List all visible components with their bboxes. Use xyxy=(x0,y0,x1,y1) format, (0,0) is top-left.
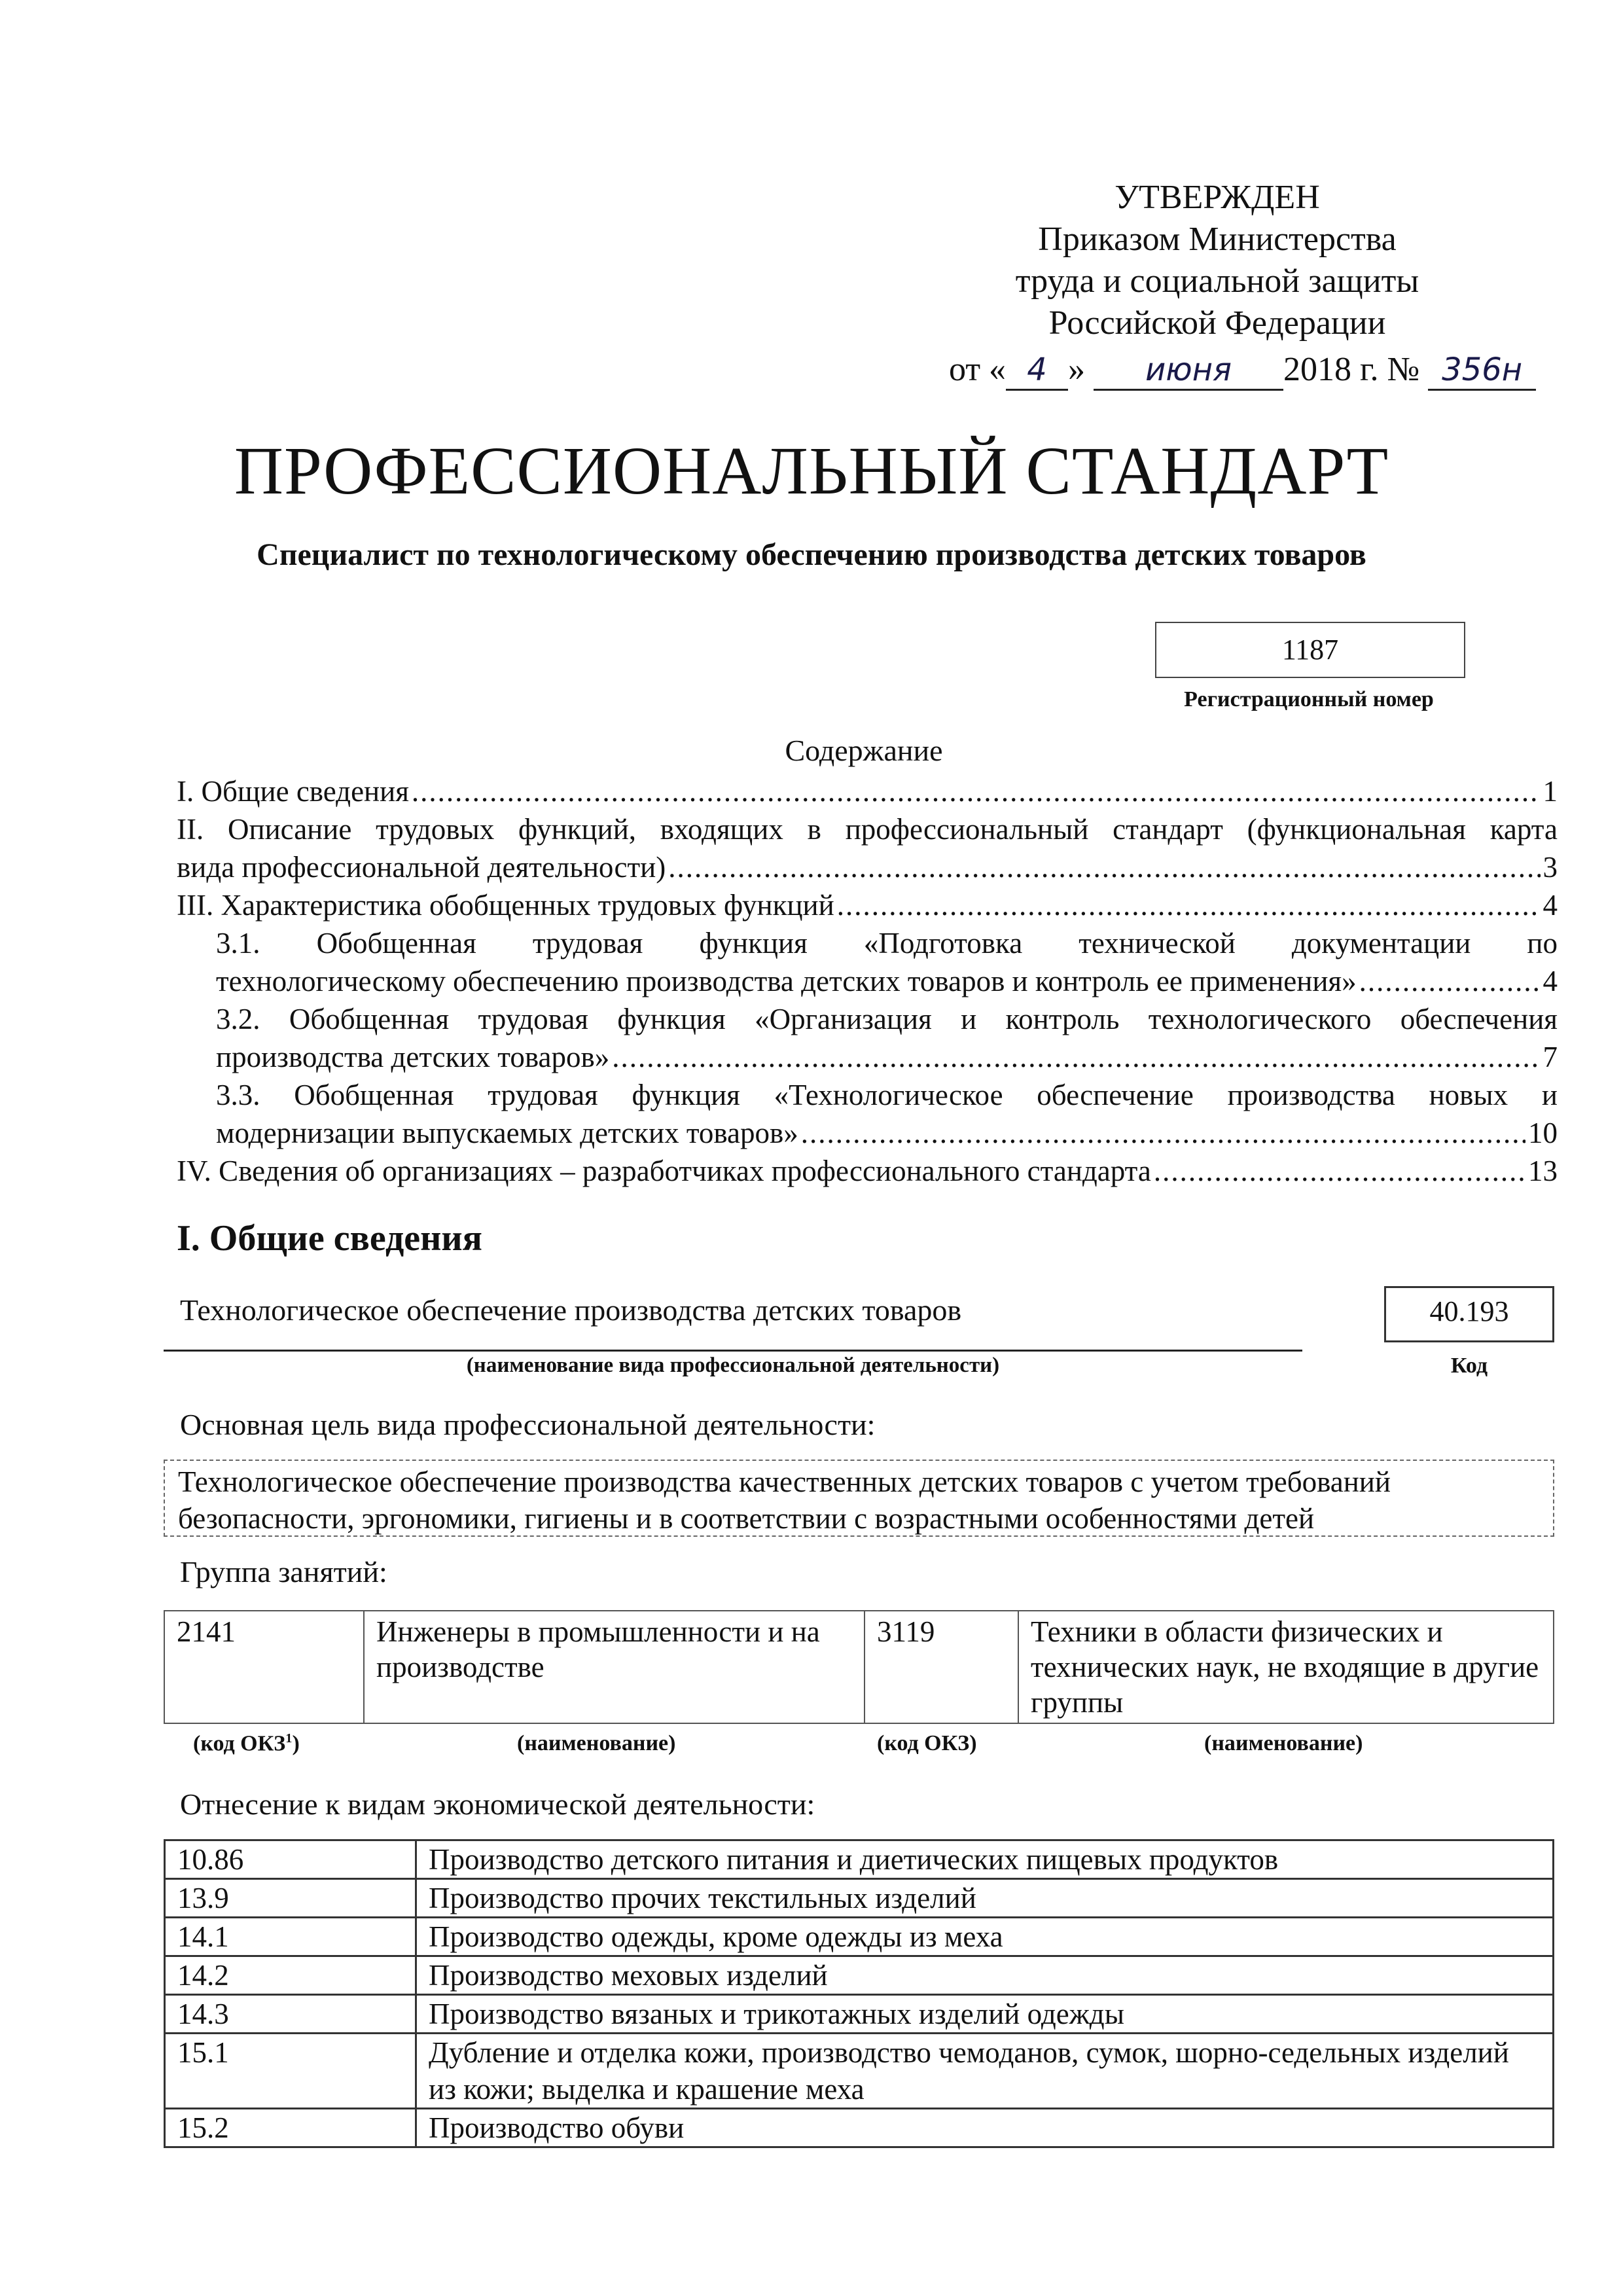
date-prefix: от « xyxy=(949,351,1007,388)
activity-kind-name: Технологическое обеспечение производства детских товаров xyxy=(180,1293,962,1327)
activity-kind-underline xyxy=(164,1350,1302,1352)
table-row: 15.1 Дубление и отделка кожи, производство чемоданов, сумок, шорно-седельных изделий из кожи; выделка и крашение меха xyxy=(165,2034,1554,2109)
okz-name-caption: (наименование) xyxy=(1204,1731,1363,1755)
section-heading: I. Общие сведения xyxy=(177,1218,482,1259)
toc-item[interactable]: производства детских товаров» ..... 7 xyxy=(216,1038,1558,1076)
approval-line-3: труда и социальной защиты xyxy=(1015,262,1419,300)
document-subtitle: Специалист по технологическому обеспечению производства детских товаров xyxy=(257,537,1366,572)
toc-heading: Содержание xyxy=(785,734,943,767)
handwritten-month: июня xyxy=(1094,350,1283,391)
date-mid: » xyxy=(1068,351,1086,388)
approval-line-2: Приказом Министерства xyxy=(1038,221,1397,258)
okz-code-cell: 3119 xyxy=(865,1611,1018,1723)
goal-text-line: безопасности, эргономики, гигиены и в соответствии с возрастными особенностями детей xyxy=(178,1502,1315,1535)
table-row: 10.86 Производство детского питания и диетических пищевых продуктов xyxy=(165,1840,1554,1879)
activity-code-box: 40.193 xyxy=(1384,1286,1554,1342)
goal-text-line: Технологическое обеспечение производства качественных детских товаров с учетом требований xyxy=(178,1465,1391,1498)
okz-name-caption: (наименование) xyxy=(517,1731,676,1755)
toc-item-line[interactable]: 3.3. Обобщенная трудовая функция «Технологическое обеспечение производства новых и xyxy=(216,1079,1558,1111)
table-row: 13.9 Производство прочих текстильных изделий xyxy=(165,1879,1554,1918)
table-row xyxy=(164,1611,1554,1723)
goal-label: Основная цель вида профессиональной деятельности: xyxy=(180,1408,876,1441)
approval-line-1: УТВЕРЖДЕН xyxy=(1115,179,1320,216)
table-row: 15.2 Производство обуви xyxy=(165,2109,1554,2147)
table-row: 14.2 Производство меховых изделий xyxy=(165,1956,1554,1995)
registration-number-box: 1187 xyxy=(1155,622,1465,678)
table-row: 14.3 Производство вязаных и трикотажных изделий одежды xyxy=(165,1995,1554,2034)
toc-item[interactable]: технологическому обеспечению производства детских товаров и контроль ее применения» ..... 4 xyxy=(216,962,1558,1000)
toc-item-line[interactable]: II. Описание трудовых функций, входящих в профессиональный стандарт (функциональная карта xyxy=(177,813,1558,846)
okz-code-caption: (код ОКЗ) xyxy=(877,1731,977,1755)
okz-code-cell: 2141 xyxy=(164,1611,364,1723)
toc-item[interactable]: III. Характеристика обобщенных трудовых функций ..... 4 xyxy=(177,886,1558,924)
registration-number-label: Регистрационный номер xyxy=(1184,687,1434,711)
activity-kind-caption: (наименование вида профессиональной деятельности) xyxy=(466,1354,1000,1377)
toc-item[interactable]: модернизации выпускаемых детских товаров» ..... 10 xyxy=(216,1114,1558,1152)
handwritten-day: 4 xyxy=(1006,350,1068,391)
occupation-group-label: Группа занятий: xyxy=(180,1555,387,1588)
economic-activity-label: Отнесение к видам экономической деятельности: xyxy=(180,1787,815,1821)
table-row: 14.1 Производство одежды, кроме одежды из меха xyxy=(165,1918,1554,1956)
date-year: 2018 г. № xyxy=(1283,351,1420,388)
goal-box xyxy=(164,1460,1554,1537)
okz-name-cell: Техники в области физических и технических наук, не входящие в другие группы xyxy=(1018,1611,1554,1723)
okz-name-cell: Инженеры в промышленности и на производстве xyxy=(364,1611,865,1723)
toc-item-line[interactable]: 3.1. Обобщенная трудовая функция «Подготовка технической документации по xyxy=(216,927,1558,960)
approval-date-line xyxy=(949,350,1536,391)
toc-item-line[interactable]: 3.2. Обобщенная трудовая функция «Организация и контроль технологического обеспечения xyxy=(216,1003,1558,1035)
activity-code-caption: Код xyxy=(1450,1354,1488,1378)
approval-line-4: Российской Федерации xyxy=(1048,304,1386,342)
footnote-mark: 1 xyxy=(285,1731,293,1746)
okz-code-caption: (код ОКЗ$^1$) xyxy=(193,1731,300,1756)
handwritten-order-number: 356н xyxy=(1428,350,1536,391)
table-of-contents xyxy=(177,772,1558,1190)
economic-activity-table xyxy=(164,1839,1554,2148)
toc-item[interactable]: IV. Сведения об организациях – разработчиках профессионального стандарта ..... 13 xyxy=(177,1152,1558,1190)
document-title: ПРОФЕССИОНАЛЬНЫЙ СТАНДАРТ xyxy=(234,433,1389,509)
occupation-group-table xyxy=(164,1610,1554,1724)
toc-item[interactable]: вида профессиональной деятельности) ..... 3 xyxy=(177,848,1558,886)
toc-item[interactable]: I. Общие сведения ..... 1 xyxy=(177,772,1558,810)
approval-block xyxy=(942,177,1518,344)
